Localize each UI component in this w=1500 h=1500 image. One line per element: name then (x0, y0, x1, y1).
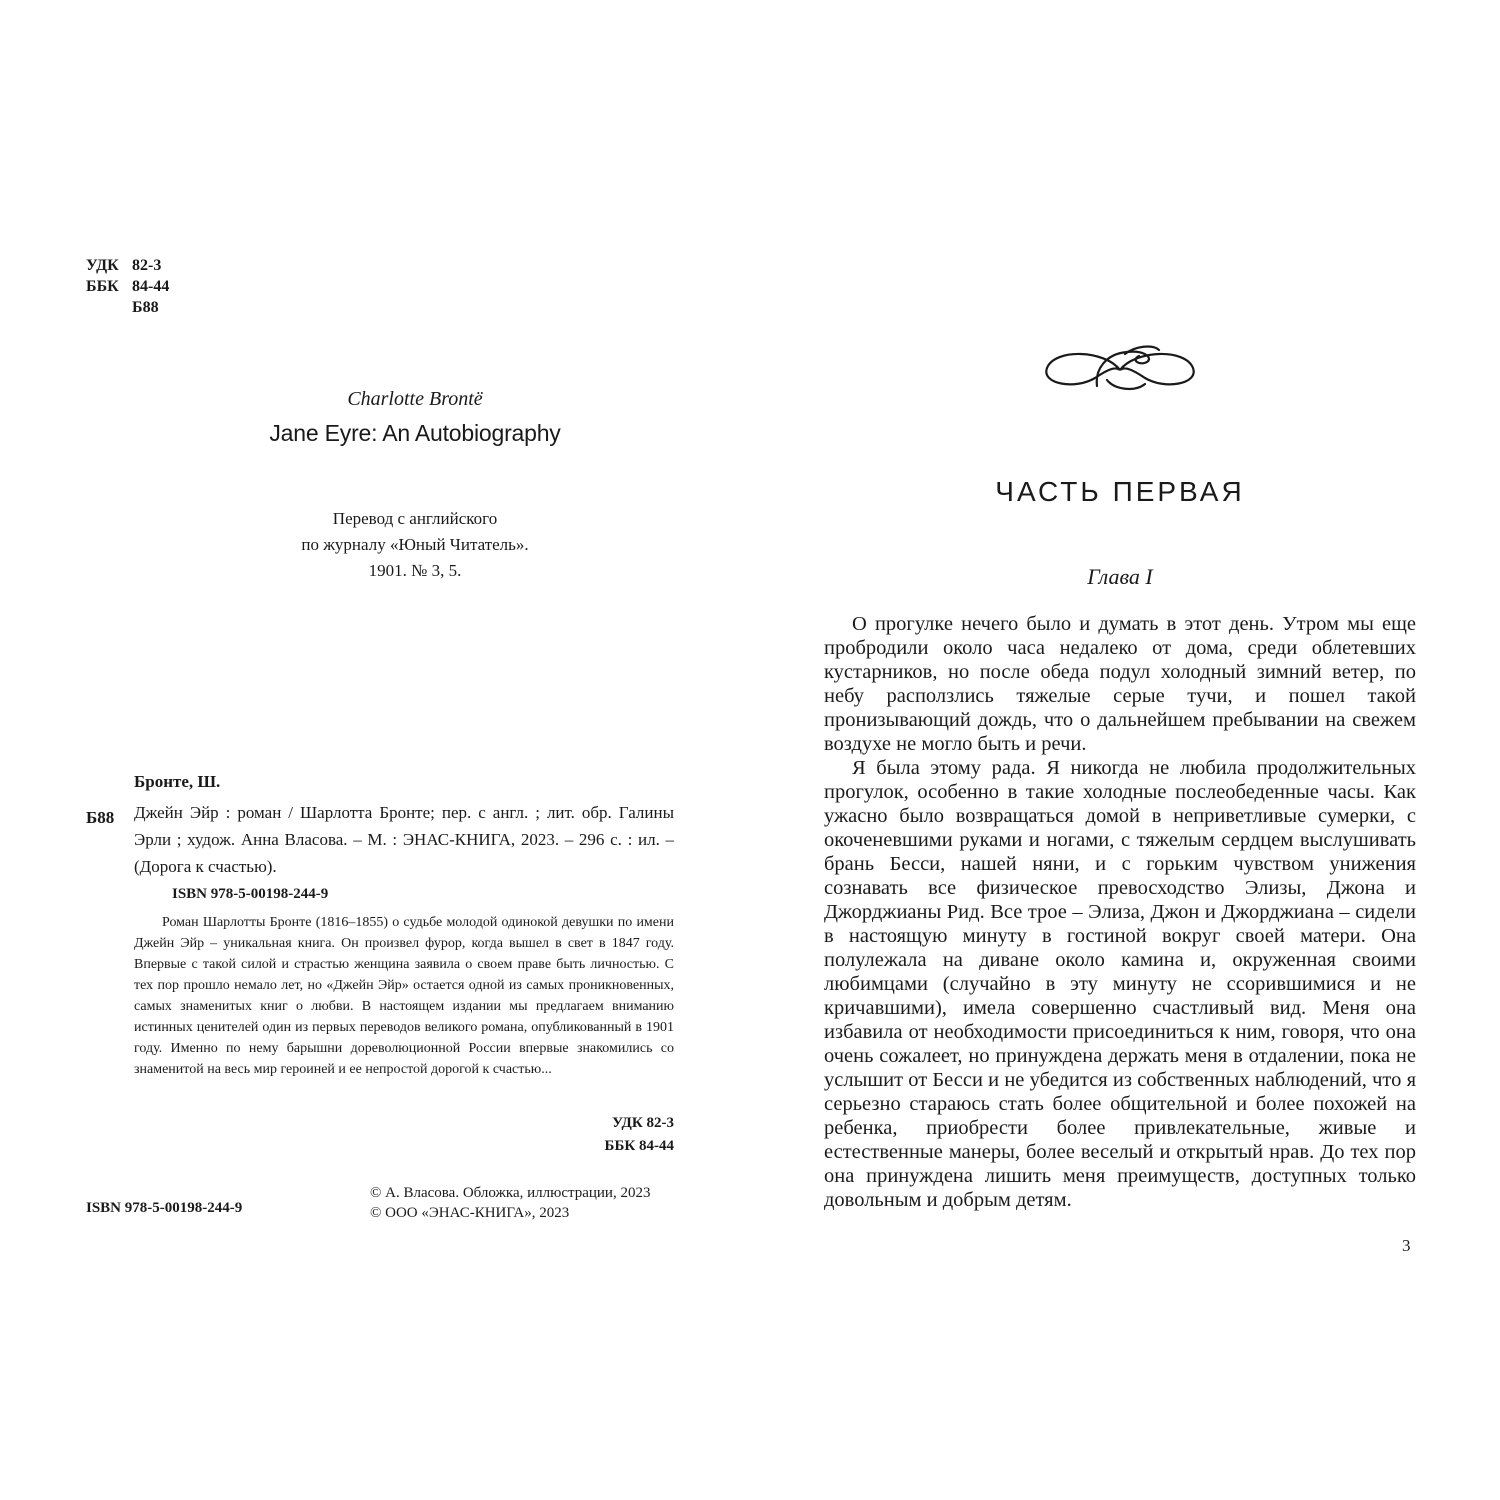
part-title: ЧАСТЬ ПЕРВАЯ (995, 476, 1245, 507)
original-author: Charlotte Brontë (347, 388, 483, 410)
chapter-title: Глава I (1087, 564, 1153, 589)
udk-code: УДК 82-3 (86, 257, 162, 274)
cutter-code: Б88 (86, 808, 115, 827)
author-heading: Бронте, Ш. (134, 772, 221, 791)
bibliographic-entry: Джейн Эйр : роман / Шарлотта Бронте; пер. с англ. ; лит. обр. Галины Эрли ; худож. Анна Власова. – М. : ЭНАС-КНИГА, 2023. – 296 с. : ил. – (Дорога к счастью). (134, 803, 674, 876)
original-title: Jane Eyre: An Autobiography (269, 420, 561, 446)
flourish-ornament-icon (1035, 340, 1205, 400)
classification-codes (86, 255, 169, 318)
paragraph: О прогулке нечего было и думать в этот день. Утром мы еще пробродили около часа недалеко от дома, среди облетевших кустарников, но после обеда подул холодный зимний ветер, по небу расползлись тяжелые серые тучи, и пошел такой пронизывающий дождь, что о дальнейшем пребывании на свежем воздухе не могло быть и речи. (824, 613, 1416, 755)
isbn-bottom: ISBN 978-5-00198-244-9 (86, 1200, 243, 1216)
right-page (750, 0, 1500, 1500)
annotation: Роман Шарлотты Бронте (1816–1855) о судьбе молодой одинокой девушки по имени Джейн Эйр – уникальная книга. Он произвел фурор, когда вышел в свет в 1847 году. Впервые с такой силой и страстью женщина заявила о своем праве быть личностью. С тех пор прошло немало лет, но «Джейн Эйр» остается одной из самых проникновенных, самых знаменитых книг о любви. В настоящем издании мы предлагаем вниманию истинных ценителей один из первых переводов великого романа, опубликованный в 1901 году. Именно по нему барышни дореволюционной России впервые знакомились со знаменитой на весь мир героиней и ее непростой дорогой к счастью... (134, 915, 674, 1077)
chapter-body (824, 612, 1416, 1212)
author-mark-code: Б88 (132, 299, 159, 316)
bbk-code: ББК 84-44 (86, 278, 170, 295)
page-number: 3 (1402, 1236, 1411, 1255)
isbn-entry: ISBN 978-5-00198-244-9 (172, 886, 329, 902)
classification-bottom: УДК 82-3 ББК 84-44 (604, 1115, 674, 1154)
translation-note: Перевод с английского по журналу «Юный Читатель». 1901. № 3, 5. (301, 509, 529, 580)
paragraph: Я была этому рада. Я никогда не любила продолжительных прогулок, особенно в такие холодные послеобеденные часы. Как ужасно было возвращаться домой в неприветливые сумерки, с окоченевшими руками и ногами, с тяжелым сердцем выслушивать брань Бесси, нашей няни, и с горьким чувством унижения сознавать все физическое превосходство Элизы, Джона и Джорджианы Рид. Все трое – Элиза, Джон и Джорджиана – сидели в настоящую минуту в гостиной вокруг своей матери. Она полулежала на диване около камина и, окруженная своими любимцами (случайно в эту минуту не ссорившимися и не кричавшими), имела совершенно счастливый вид. Меня она избавила от необходимости присоединиться к ним, говоря, что она очень сожалеет, но принуждена держать меня в отдалении, пока не услышит от Бесси и не убедится из собственных наблюдений, что я серьезно стараюсь стать более общительной и более похожей на ребенка, приобрести более привлекательные, живые и естественные манеры, более веселый и открытый нрав. До тех пор она принуждена лишить меня преимуществ, доступных только довольным и добрым детям. (824, 757, 1416, 1211)
copyright-block: © А. Власова. Обложка, иллюстрации, 2023 © ООО «ЭНАС-КНИГА», 2023 (370, 1185, 651, 1221)
